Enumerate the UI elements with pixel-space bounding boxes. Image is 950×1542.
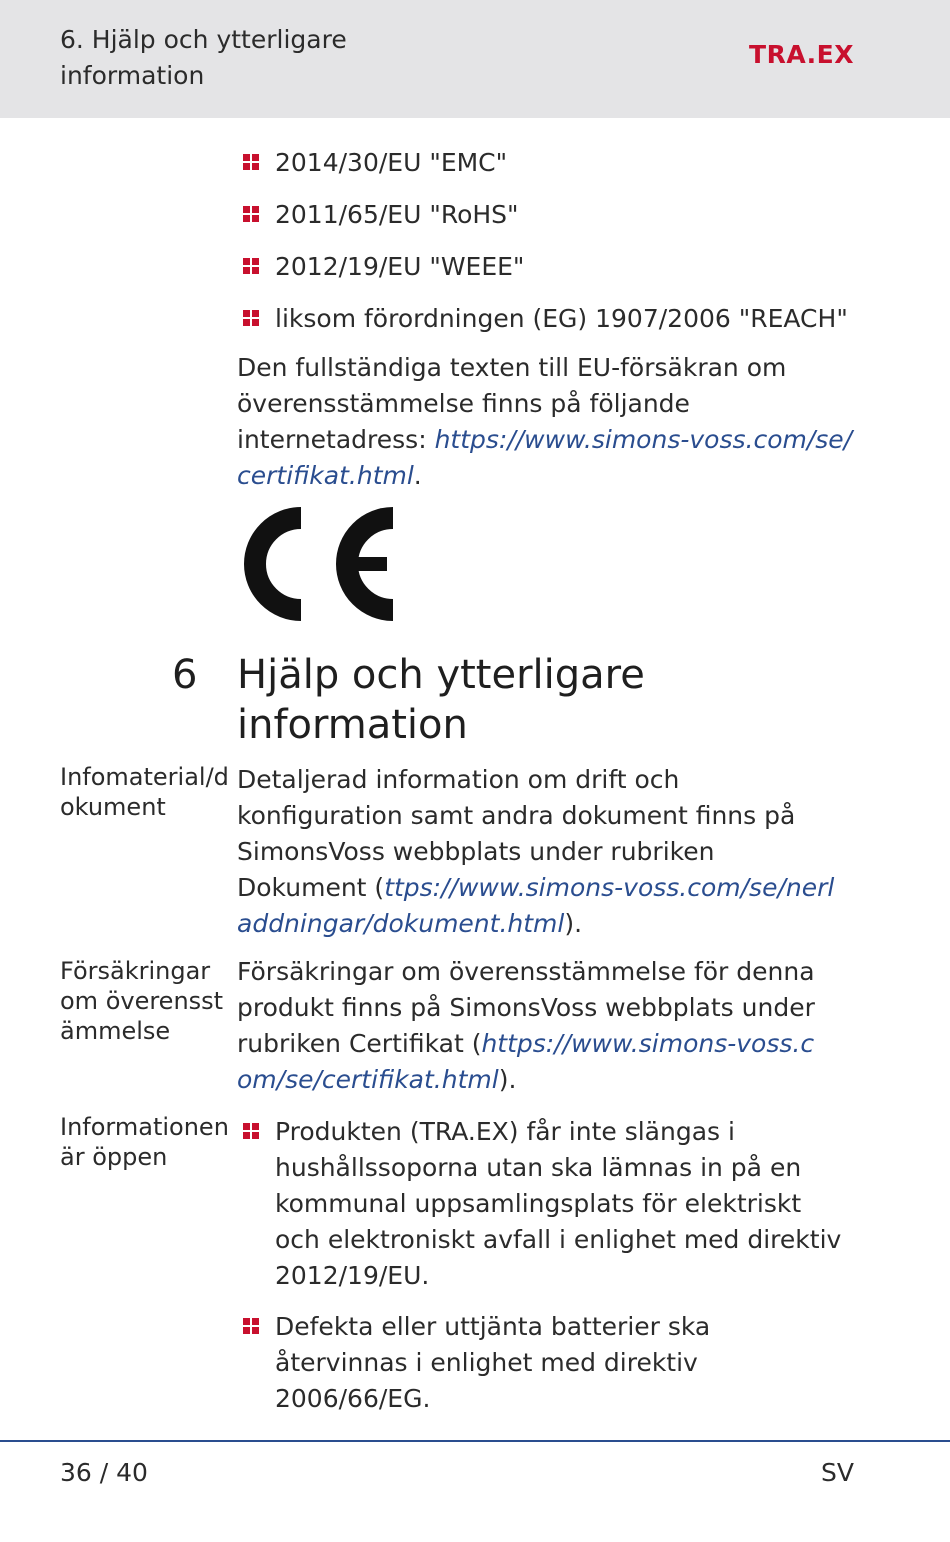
header-chapter-title: 6. Hjälp och ytterligare information bbox=[60, 25, 347, 90]
language-code: SV bbox=[821, 1458, 854, 1487]
certificate-link[interactable]: https://www.simons-voss.com/se/certifikat.html bbox=[237, 425, 853, 490]
bullet-icon bbox=[243, 154, 261, 172]
documents-paragraph bbox=[237, 762, 837, 942]
footer-divider bbox=[0, 1440, 950, 1442]
bullet-icon bbox=[243, 1123, 261, 1141]
conformity-end: . bbox=[413, 461, 422, 490]
header-product-name: TRA.EX bbox=[749, 40, 854, 69]
declarations-link[interactable]: https://www.simons-voss.com/se/certifikat.html bbox=[237, 1029, 815, 1094]
documents-link[interactable]: ttps://www.simons-voss.com/se/nerladdningar/dokument.html bbox=[237, 873, 835, 938]
directive-item: 2012/19/EU "WEEE" bbox=[275, 252, 525, 281]
declarations-paragraph bbox=[237, 954, 827, 1098]
declarations-end: ). bbox=[498, 1065, 517, 1094]
disposal-bullet: Produkten (TRA.EX) får inte slängas i hushållssoporna utan ska lämnas in på en kommunal uppsamlingsplats för elektriskt och elektroniskt avfall i enlighet med direktiv 2012/19/EU. bbox=[275, 1117, 842, 1290]
documents-end: ). bbox=[564, 909, 583, 938]
directive-item: 2011/65/EU "RoHS" bbox=[275, 200, 519, 229]
battery-bullet: Defekta eller uttjänta batterier ska återvinnas i enlighet med direktiv 2006/66/EG. bbox=[275, 1312, 711, 1413]
bullet-icon bbox=[243, 1318, 261, 1336]
conformity-paragraph bbox=[237, 350, 857, 494]
page-header bbox=[0, 0, 950, 118]
section-number: 6 bbox=[172, 652, 198, 698]
side-label-documents: Infomaterial/dokument bbox=[60, 763, 229, 821]
ce-mark-icon bbox=[237, 506, 399, 622]
documents-text: Detaljerad information om drift och konfiguration samt andra dokument finns på SimonsVoss webbplats under rubriken Dokument ( bbox=[237, 765, 796, 902]
directive-item: liksom förordningen (EG) 1907/2006 "REACH" bbox=[275, 304, 848, 333]
section-title: Hjälp och ytterligare information bbox=[237, 652, 645, 748]
declarations-text: Försäkringar om överensstämmelse för denna produkt finns på SimonsVoss webbplats under rubriken Certifikat ( bbox=[237, 957, 815, 1058]
page-number: 36 / 40 bbox=[60, 1458, 148, 1487]
directive-item: 2014/30/EU "EMC" bbox=[275, 148, 508, 177]
side-label-conformity: Försäkringar om överensstämmelse bbox=[60, 957, 224, 1045]
side-label-info-open: Informationen är öppen bbox=[60, 1113, 229, 1171]
bullet-icon bbox=[243, 310, 261, 328]
bullet-icon bbox=[243, 258, 261, 276]
bullet-icon bbox=[243, 206, 261, 224]
conformity-text: Den fullständiga texten till EU-försäkran om överensstämmelse finns på följande internetadress: bbox=[237, 353, 787, 454]
